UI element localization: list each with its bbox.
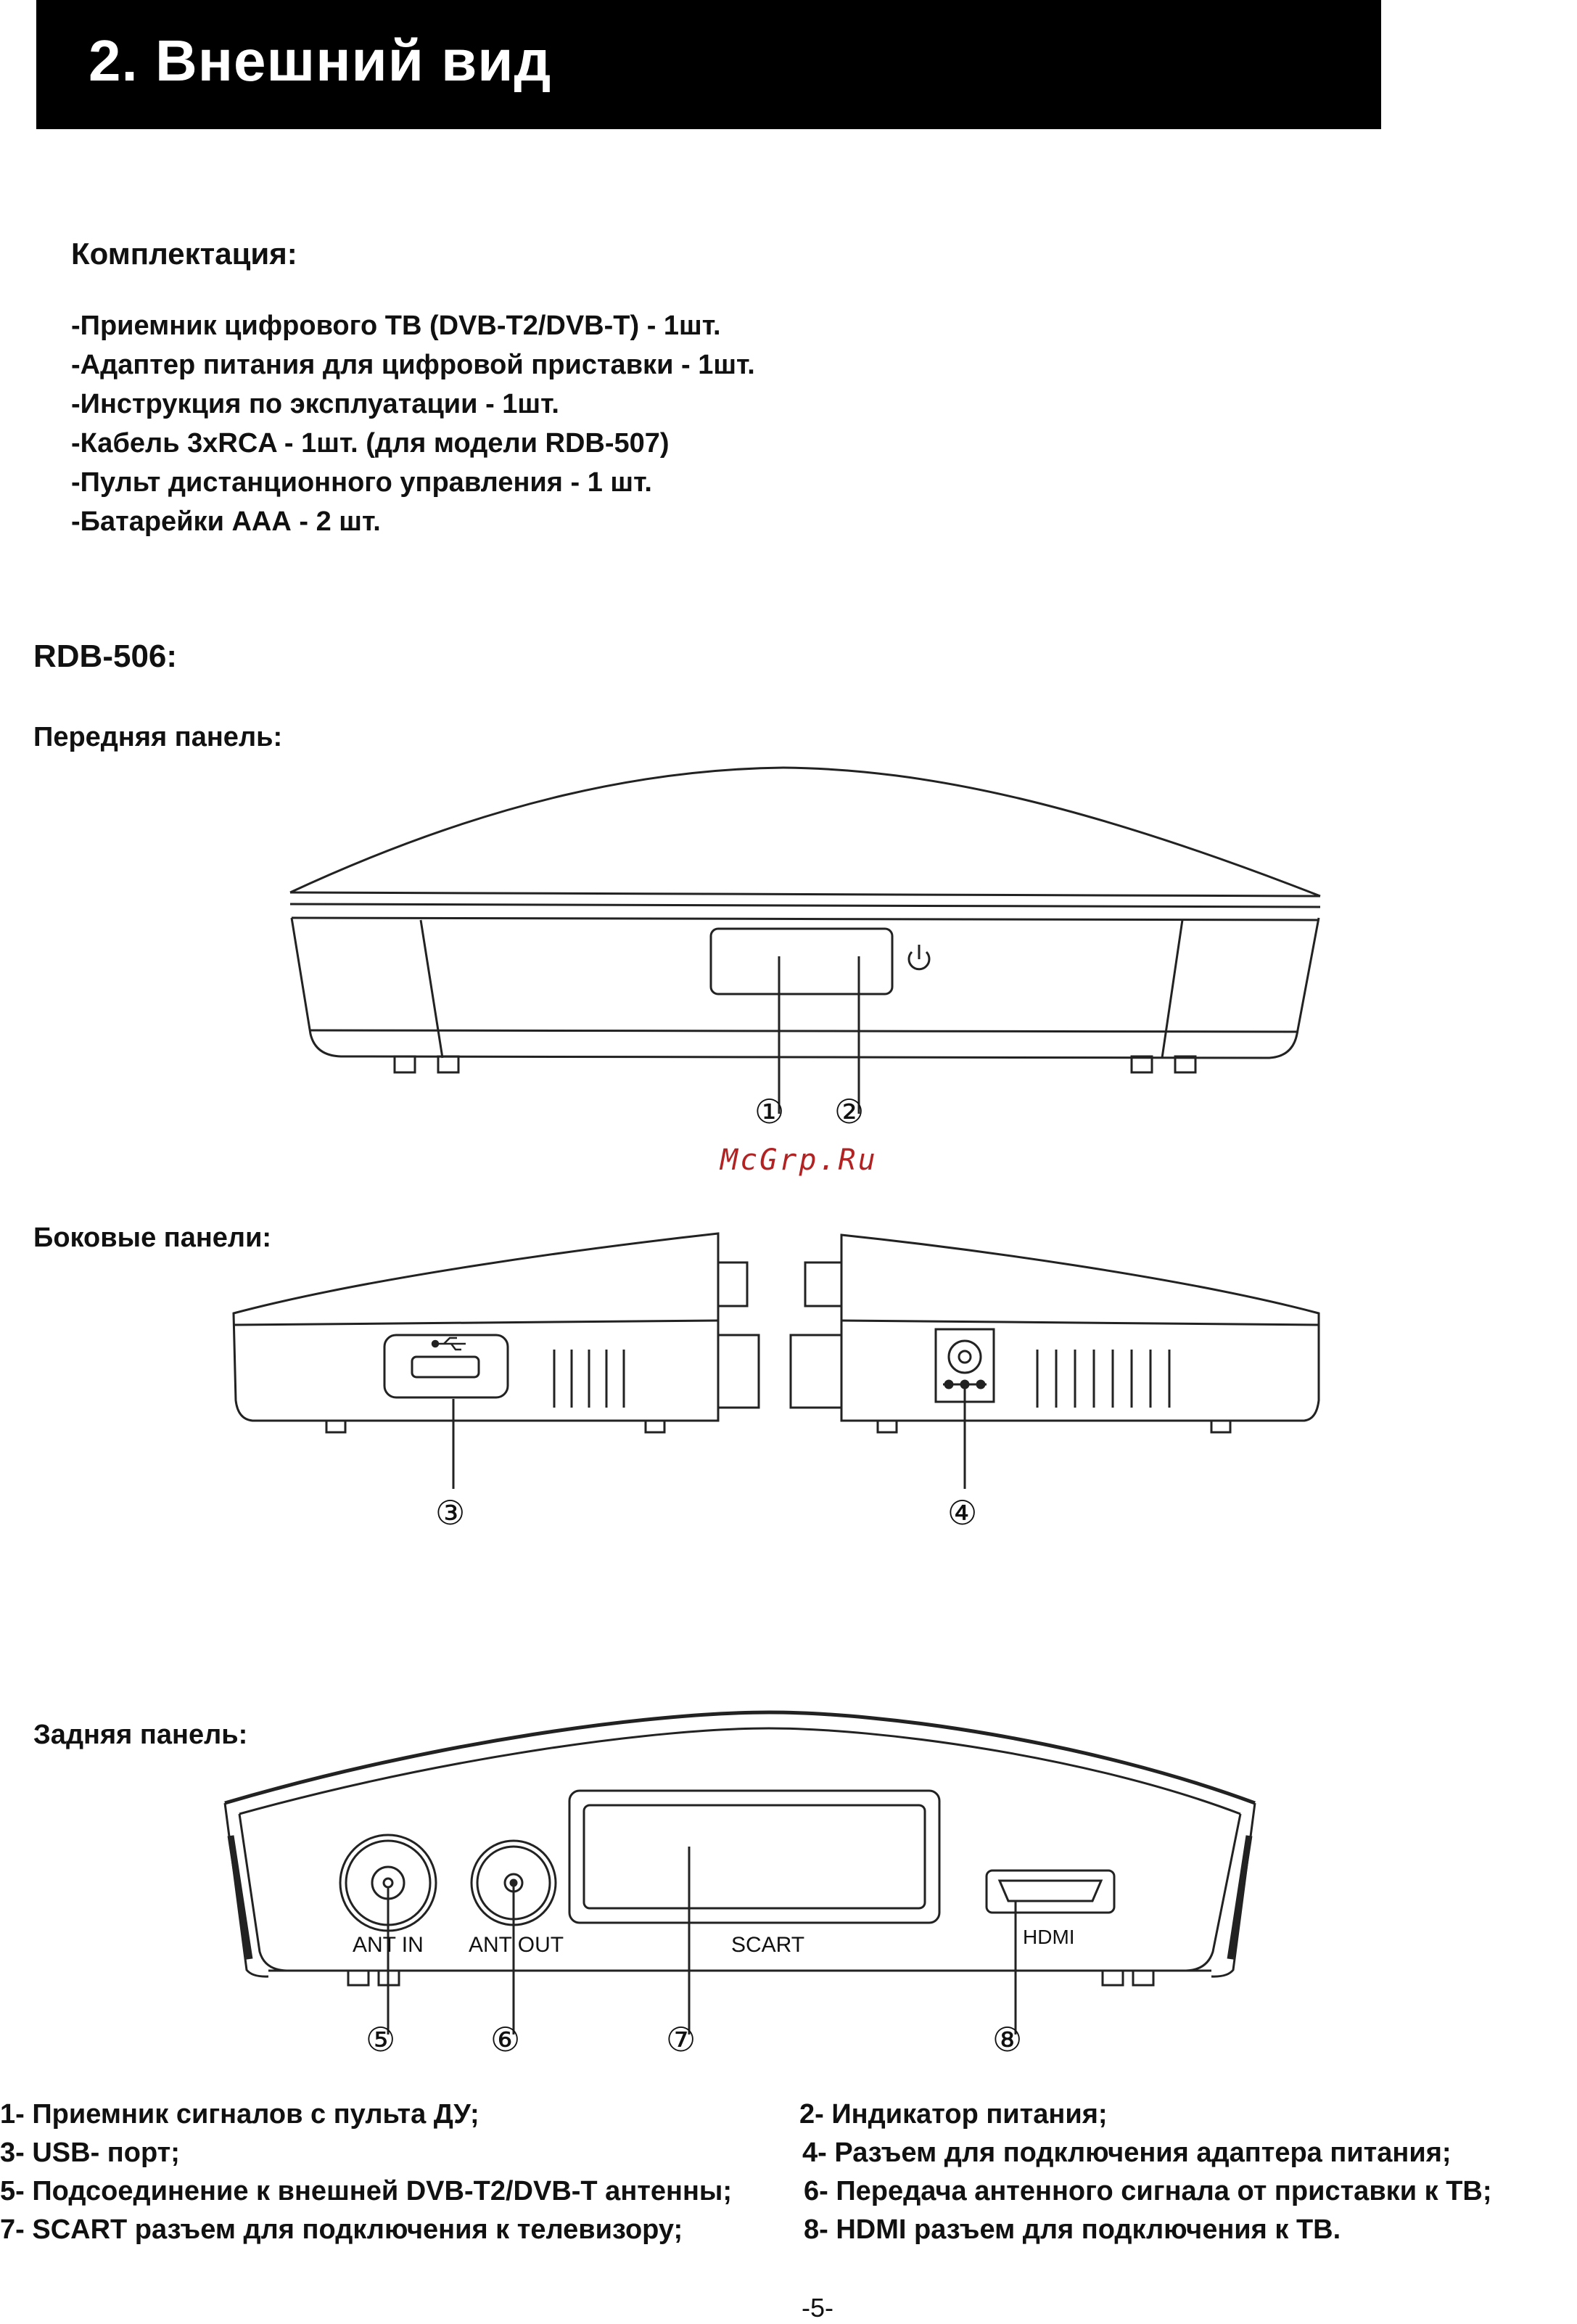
legend-item: 5- Подсоединение к внешней DVB-T2/DVB-T антенны;	[0, 2176, 733, 2206]
legend-item: 6- Передача антенного сигнала от приставки к ТВ;	[804, 2176, 1492, 2206]
list-item: -Пульт дистанционного управления - 1 шт.	[71, 467, 652, 498]
display-window	[711, 929, 892, 994]
list-item: -Приемник цифрового ТВ (DVB-T2/DVB-T) - 1шт.	[71, 311, 721, 341]
list-item: -Кабель 3xRCA - 1шт. (для модели RDB-507)	[71, 428, 670, 459]
callout-8: ⑧	[992, 2020, 1023, 2059]
watermark: McGrp.Ru	[720, 1143, 878, 1177]
left-side-view	[234, 1233, 759, 1489]
power-icon	[909, 945, 929, 969]
label-scart: SCART	[731, 1933, 805, 1957]
scart-port	[569, 1791, 939, 1923]
legend-item: 3- USB- порт;	[0, 2138, 180, 2168]
legend-item: 7- SCART разъем для подключения к телевизору;	[0, 2214, 683, 2245]
usb-icon	[432, 1338, 466, 1350]
legend-item: 4- Разъем для подключения адаптера питания;	[802, 2138, 1452, 2168]
rear-panel-heading: Задняя панель:	[33, 1720, 248, 1750]
contents-heading: Комплектация:	[71, 237, 297, 271]
callout-2: ②	[834, 1092, 865, 1131]
list-item: -Батарейки ААА - 2 шт.	[71, 506, 381, 537]
label-hdmi: HDMI	[1023, 1926, 1075, 1948]
front-panel-heading: Передняя панель:	[33, 722, 283, 752]
callout-1: ①	[754, 1092, 785, 1131]
list-item: -Инструкция по эксплуатации - 1шт.	[71, 389, 559, 419]
side-panels-illustration	[225, 1226, 1335, 1538]
legend-item: 1- Приемник сигналов с пульта ДУ;	[0, 2099, 479, 2130]
callout-6: ⑥	[490, 2020, 521, 2059]
callout-4: ④	[947, 1493, 978, 1532]
hdmi-port	[987, 1871, 1114, 1913]
legend-item: 8- HDMI разъем для подключения к ТВ.	[804, 2214, 1341, 2245]
model-heading: RDB-506:	[33, 639, 178, 674]
callout-3: ③	[435, 1493, 466, 1532]
label-ant-out: ANT OUT	[469, 1933, 564, 1957]
right-side-view	[791, 1235, 1319, 1489]
legend-item: 2- Индикатор питания;	[799, 2099, 1108, 2130]
list-item: -Адаптер питания для цифровой приставки - 1шт.	[71, 350, 755, 380]
callout-5: ⑤	[366, 2020, 396, 2059]
page-number: -5-	[802, 2293, 833, 2323]
page-title: 2. Внешний вид	[88, 28, 552, 93]
label-ant-in: ANT IN	[353, 1933, 424, 1957]
callout-7: ⑦	[666, 2020, 696, 2059]
rear-panel-illustration	[218, 1683, 1262, 2061]
side-panels-heading: Боковые панели:	[33, 1223, 272, 1253]
front-panel-illustration	[276, 755, 1327, 1132]
